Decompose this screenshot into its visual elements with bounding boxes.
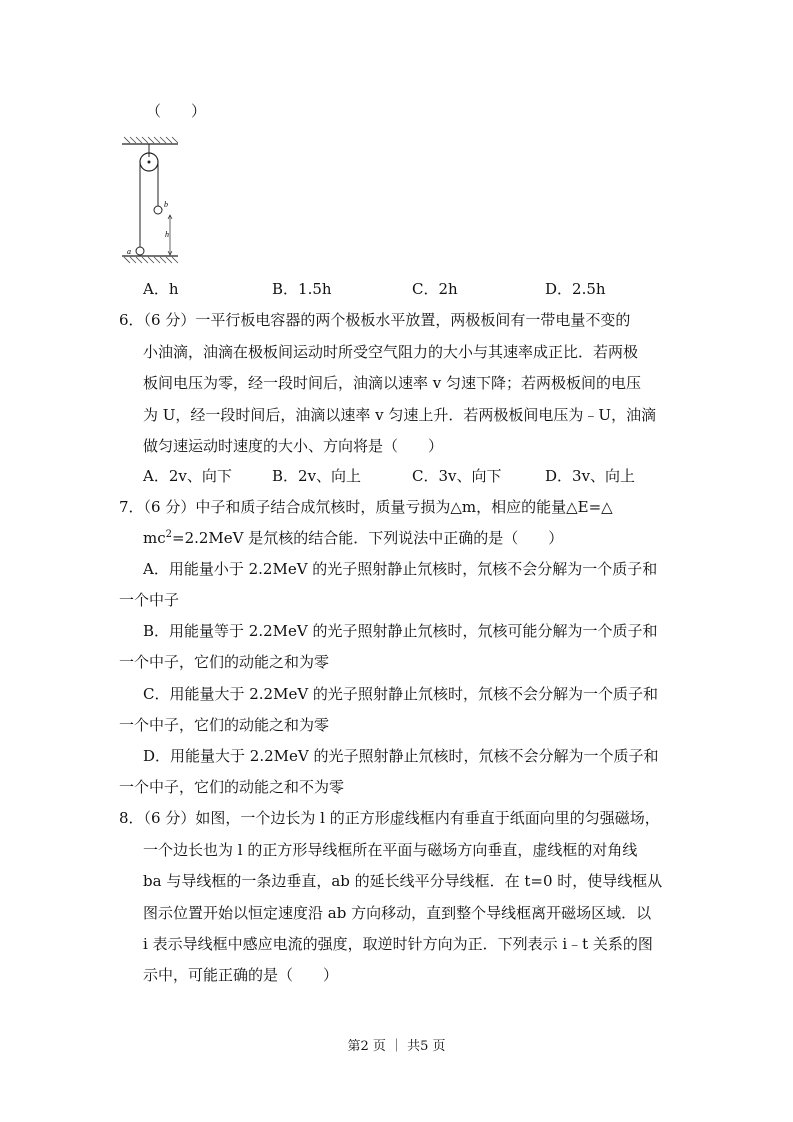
q7-line-2 [143, 528, 563, 548]
q6-line-4: 为 U，经一段时间后，油滴以速率 v 匀速上升．若两极板间电压为﹣U，油滴 [143, 406, 657, 424]
q6-option-c: C．3v、向下 [412, 467, 502, 485]
label-h: h [165, 230, 169, 239]
q7-line-2-post: =2.2MeV 是氘核的结合能．下列说法中正确的是（ ） [172, 529, 564, 547]
q7-option-b-line-2: 一个中子，它们的动能之和为零 [119, 653, 330, 671]
pulley-figure [118, 135, 184, 267]
q6-option-a: A．2v、向下 [143, 467, 232, 485]
q7-line-2-pre: mc [143, 529, 166, 547]
q6-option-b: B．2v、向上 [272, 467, 362, 485]
q8-line-6: 示中，可能正确的是（ ） [143, 966, 339, 984]
label-b: b [164, 200, 168, 209]
q8-line-4: 图示位置开始以恒定速度沿 ab 方向移动，直到整个导线框离开磁场区域．以 [143, 904, 652, 922]
q5-option-d: D．2.5h [545, 280, 606, 298]
page-footer: 第2 页 ｜ 共5 页 [347, 1039, 446, 1054]
q6-line-3: 板间电压为零，经一段时间后，油滴以速率 v 匀速下降；若两极板间的电压 [143, 374, 642, 392]
q5-option-b: B．1.5h [272, 280, 332, 298]
q8-line-5: i 表示导线框中感应电流的强度，取逆时针方向为正．下列表示 i﹣t 关系的图 [143, 935, 653, 953]
q7-option-c-line-1: C．用能量大于 2.2MeV 的光子照射静止氘核时，氘核不会分解为一个质子和 [143, 685, 658, 703]
q7-option-d-line-2: 一个中子，它们的动能之和不为零 [119, 778, 345, 796]
q7-option-a-line-2: 一个中子 [119, 591, 180, 609]
q7-option-a-line-1: A．用能量小于 2.2MeV 的光子照射静止氘核时，氘核不会分解为一个质子和 [143, 560, 658, 578]
q8-line-1: 8．（6 分）如图，一个边长为 l 的正方形虚线框内有垂直于纸面向里的匀强磁场， [119, 809, 660, 827]
q8-line-2: 一个边长也为 l 的正方形导线框所在平面与磁场方向垂直，虚线框的对角线 [143, 841, 638, 859]
q7-option-c-line-2: 一个中子，它们的动能之和为零 [119, 716, 330, 734]
q7-line-2-sup: 2 [165, 529, 172, 540]
q5-answer-bracket: （ ） [146, 102, 207, 120]
label-a: a [127, 247, 131, 256]
q5-option-c: C．2h [412, 280, 458, 298]
q6-line-5: 做匀速运动时速度的大小、方向将是（ ） [143, 437, 444, 455]
q7-line-1: 7．（6 分）中子和质子结合成氘核时，质量亏损为△m，相应的能量△E=△ [119, 498, 613, 516]
q7-option-b-line-1: B．用能量等于 2.2MeV 的光子照射静止氘核时，氘核可能分解为一个质子和 [143, 622, 658, 640]
q8-line-3: ba 与导线框的一条边垂直，ab 的延长线平分导线框．在 t=0 时，使导线框从 [143, 872, 663, 890]
q7-option-d-line-1: D．用能量大于 2.2MeV 的光子照射静止氘核时，氘核不会分解为一个质子和 [143, 747, 659, 765]
q5-option-a: A．h [143, 280, 179, 298]
q6-line-1: 6．（6 分）一平行板电容器的两个极板水平放置，两极板间有一带电量不变的 [119, 311, 631, 329]
q6-line-2: 小油滴，油滴在极板间运动时所受空气阻力的大小与其速率成正比．若两极 [143, 343, 639, 361]
q6-option-d: D．3v、向上 [545, 467, 636, 485]
